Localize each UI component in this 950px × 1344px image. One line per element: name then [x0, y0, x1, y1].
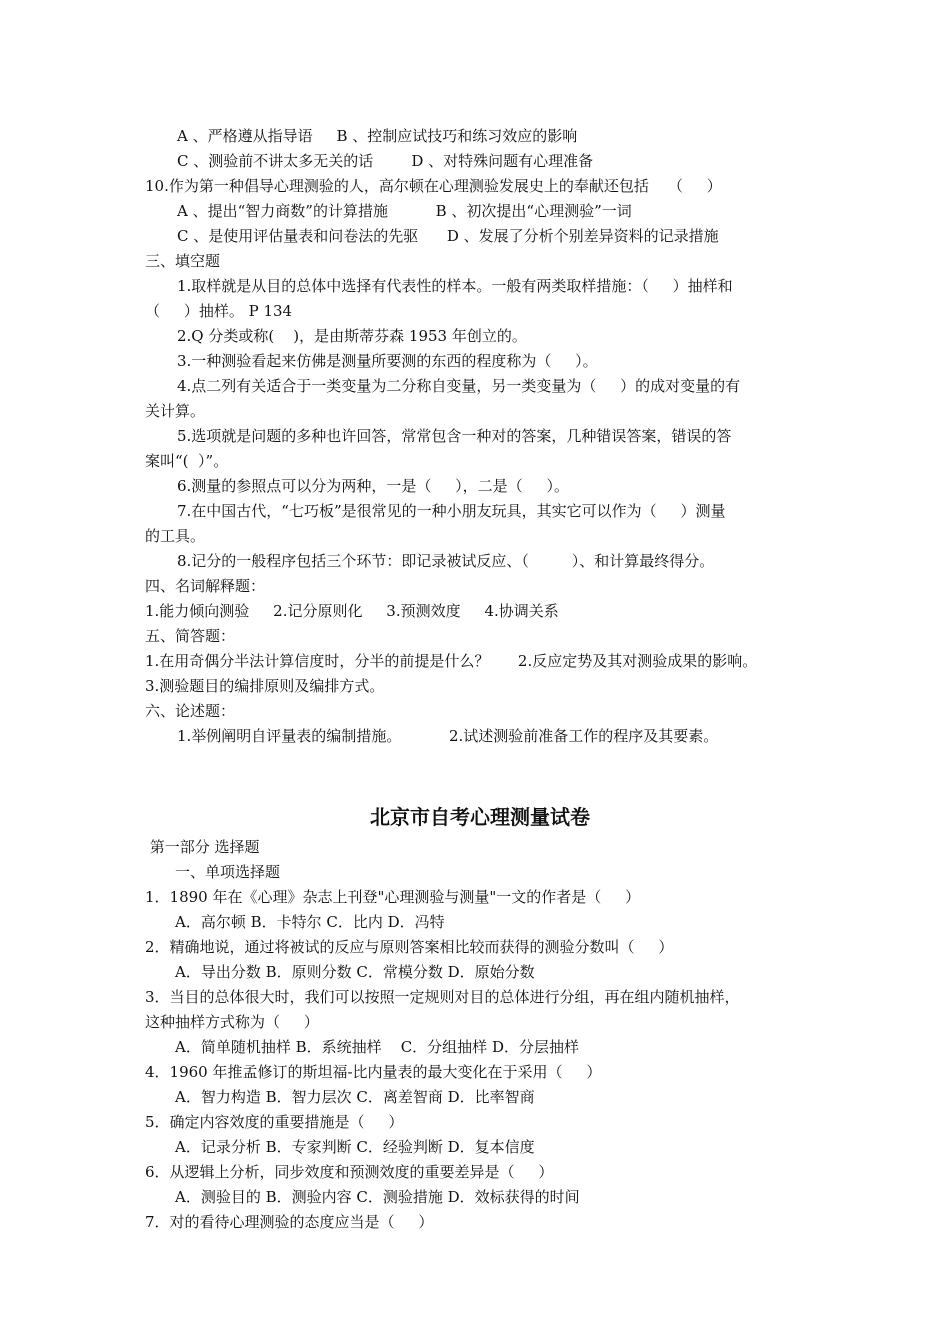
terms-list: 1.能力倾向测验 2.记分原则化 3.预测效度 4.协调关系 — [145, 602, 559, 620]
fill-blank-item: 关计算。 — [145, 402, 206, 420]
essay-heading: 六、论述题： — [145, 702, 236, 720]
question: 6．从逻辑上分析，同步效度和预测效度的重要差异是（ ） — [145, 1163, 554, 1181]
fill-blank-item: 8.记分的一般程序包括三个环节：即记录被试反应、（ ）、和计算最终得分。 — [177, 552, 715, 570]
question: 3．当目的总体很大时，我们可以按照一定规则对目的总体进行分组，再在组内随机抽样， — [145, 988, 740, 1006]
fill-blank-item: 的工具。 — [145, 527, 206, 545]
fill-blank-item: 4.点二列有关适合于一类变量为二分称自变量，另一类变量为（ ）的成对变量的有 — [177, 377, 741, 395]
question-options: A．高尔顿 B．卡特尔 C．比内 D．冯特 — [175, 913, 445, 931]
short-answer-line: 1.在用奇偶分半法计算信度时，分半的前提是什么？ 2.反应定势及其对测验成果的影响。 — [145, 652, 758, 670]
fill-blank-item: （ ）抽样。 P 134 — [145, 302, 293, 320]
question: 7．对的看待心理测验的态度应当是（ ） — [145, 1213, 434, 1231]
question: 5．确定内容效度的重要措施是（ ） — [145, 1113, 404, 1131]
q10-options-cd: C 、是使用评估量表和问卷法的先驱 D 、发展了分析个别差异资料的记录措施 — [177, 227, 719, 245]
q9-options-cd: C 、测验前不讲太多无关的话 D 、对特殊问题有心理准备 — [177, 152, 594, 170]
question: 2．精确地说，通过将被试的反应与原则答案相比较而获得的测验分数叫（ ） — [145, 938, 674, 956]
fill-blank-heading: 三、填空题 — [145, 252, 221, 270]
exam-title: 北京市自考心理测量试卷 — [370, 805, 590, 829]
short-answer-line: 3.测验题目的编排原则及编排方式。 — [145, 677, 385, 695]
fill-blank-item: 2.Q 分类或称( )，是由斯蒂芬森 1953 年创立的。 — [177, 327, 527, 345]
question-options: A．记录分析 B．专家判断 C．经验判断 D．复本信度 — [175, 1138, 535, 1156]
essay-line: 1.举例阐明自评量表的编制措施。 2.试述测验前准备工作的程序及其要素。 — [177, 727, 719, 745]
short-answer-heading: 五、简答题： — [145, 627, 236, 645]
part-heading: 第一部分 选择题 — [145, 838, 260, 856]
q9-options-ab: A 、严格遵从指导语 B 、控制应试技巧和练习效应的影响 — [177, 127, 578, 145]
question-options: A．简单随机抽样 B．系统抽样 C．分组抽样 D．分层抽样 — [175, 1038, 579, 1056]
question: 这种抽样方式称为（ ） — [145, 1013, 319, 1031]
q10-question: 10.作为第一种倡导心理测验的人，高尔顿在心理测验发展史上的奉献还包括 （ ） — [145, 177, 722, 195]
terms-heading: 四、名词解释题： — [145, 577, 266, 595]
question-options: A．测验目的 B．测验内容 C．测验措施 D．效标获得的时间 — [175, 1188, 580, 1206]
q10-options-ab: A 、提出“智力商数”的计算措施 B 、初次提出“心理测验”一词 — [177, 202, 632, 220]
subsection-heading: 一、单项选择题 — [175, 863, 281, 881]
fill-blank-item: 7.在中国古代，“七巧板”是很常见的一种小朋友玩具，其实它可以作为（ ）测量 — [177, 502, 726, 520]
fill-blank-item: 6.测量的参照点可以分为两种，一是（ ），二是（ ）。 — [177, 477, 569, 495]
question: 1．1890 年在《心理》杂志上刊登"心理测验与测量"一文的作者是（ ） — [145, 888, 641, 906]
fill-blank-item: 3.一种测验看起来仿佛是测量所要测的东西的程度称为（ ）。 — [177, 352, 598, 370]
document-page — [145, 124, 815, 1235]
question-options: A．智力构造 B．智力层次 C．离差智商 D．比率智商 — [175, 1088, 535, 1106]
fill-blank-item: 5.选项就是问题的多种也许回答，常常包含一种对的答案，几种错误答案，错误的答 — [177, 427, 732, 445]
section-spacer — [145, 749, 815, 799]
question-options: A．导出分数 B．原则分数 C．常模分数 D．原始分数 — [175, 963, 535, 981]
question: 4．1960 年推孟修订的斯坦福-比内量表的最大变化在于采用（ ） — [145, 1063, 602, 1081]
fill-blank-item: 1.取样就是从目的总体中选择有代表性的样本。一般有两类取样措施：（ ）抽样和 — [177, 277, 733, 295]
fill-blank-item: 案叫“( ）”。 — [145, 452, 229, 470]
